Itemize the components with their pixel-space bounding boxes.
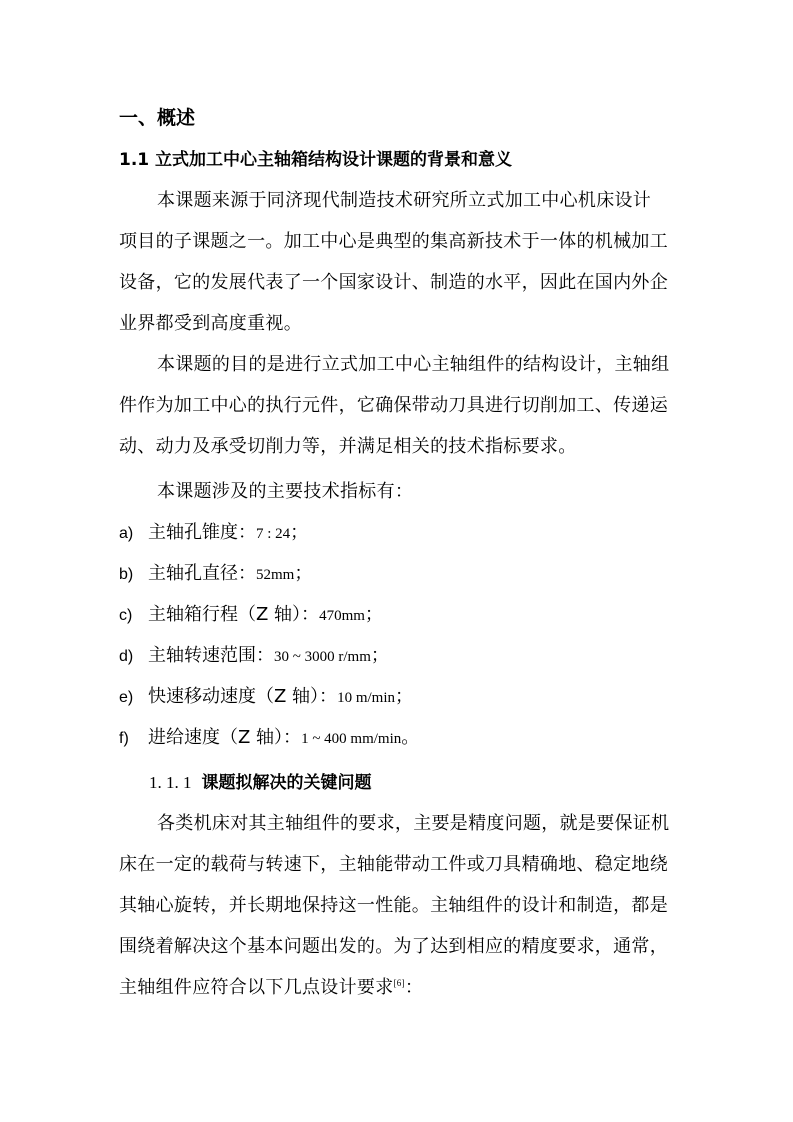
spec-list-item: [119, 644, 389, 669]
spec-list-item: [119, 603, 383, 628]
spec-value: 10 m/min: [337, 690, 395, 706]
list-marker: b): [119, 566, 134, 583]
paragraph-line: 床在一定的载荷与转速下，主轴能带动工件或刀具精确地、稳定地绕: [119, 854, 668, 875]
spec-end: ；: [370, 645, 389, 666]
list-marker: c): [119, 607, 133, 624]
section-heading: 一、概述: [119, 107, 196, 129]
paragraph-line: 其轴心旋转，并长期地保持这一性能。主轴组件的设计和制造，都是: [119, 895, 668, 916]
paragraph-line: 本课题来源于同济现代制造技术研究所立式加工中心机床设计: [157, 190, 652, 211]
list-marker: d): [119, 648, 134, 665]
spec-end: ；: [290, 522, 309, 543]
paragraph-line: 动、动力及承受切削力等，并满足相关的技术指标要求。: [119, 436, 577, 457]
spec-label: 主轴箱行程（Z 轴）：: [148, 604, 320, 625]
paragraph-line: 各类机床对其主轴组件的要求，主要是精度问题，就是要保证机: [157, 813, 670, 834]
paragraph-line: 项目的子课题之一。加工中心是典型的集高新技术于一体的机械加工: [119, 231, 668, 252]
paragraph-line: 本课题的目的是进行立式加工中心主轴组件的结构设计，主轴组: [157, 354, 670, 375]
spec-list-item: [119, 726, 419, 751]
spec-label: 进给速度（Z 轴）：: [148, 727, 302, 748]
spec-end: ；: [364, 604, 383, 625]
paragraph-text: 主轴组件应符合以下几点设计要求: [119, 977, 394, 998]
spec-label: 快速移动速度（Z 轴）：: [148, 686, 338, 707]
spec-label: 主轴转速范围：: [148, 645, 274, 666]
paragraph-text-end: ：: [404, 977, 424, 998]
spec-value: 52mm: [256, 567, 295, 583]
spec-label: 主轴孔直径：: [148, 563, 256, 584]
specs-intro: 本课题涉及的主要技术指标有：: [157, 481, 414, 502]
spec-label: 主轴孔锥度：: [148, 522, 256, 543]
paragraph-line: 业界都受到高度重视。: [119, 313, 302, 334]
spec-end: 。: [401, 727, 420, 748]
citation-reference[interactable]: [6]: [393, 978, 405, 988]
paragraph-line: 设备，它的发展代表了一个国家设计、制造的水平，因此在国内外企: [119, 272, 668, 293]
spec-list-item: [119, 562, 312, 587]
paragraph-line: 件作为加工中心的执行元件，它确保带动刀具进行切削加工、传递运: [119, 395, 668, 416]
spec-value: 7 : 24: [256, 526, 291, 542]
spec-end: ；: [294, 563, 313, 584]
spec-value: 30 ~ 3000 r/mm: [274, 649, 371, 665]
spec-list-item: [119, 521, 308, 546]
subsubsection-heading: [149, 771, 372, 795]
subsection-heading: 1.1 立式加工中心主轴箱结构设计课题的背景和意义: [119, 150, 513, 170]
spec-value: 470mm: [319, 608, 365, 624]
list-marker: a): [119, 525, 134, 542]
spec-end: ；: [394, 686, 413, 707]
heading-title: 课题拟解决的关键问题: [201, 773, 372, 793]
spec-value: 1 ~ 400 mm/min: [301, 731, 402, 747]
paragraph-line: [119, 976, 423, 1000]
paragraph-line: 围绕着解决这个基本问题出发的。为了达到相应的精度要求，通常，: [119, 936, 668, 957]
list-marker: f): [119, 730, 129, 747]
heading-number: 1. 1. 1: [149, 773, 192, 792]
list-marker: e): [119, 689, 134, 706]
spec-list-item: [119, 685, 413, 710]
